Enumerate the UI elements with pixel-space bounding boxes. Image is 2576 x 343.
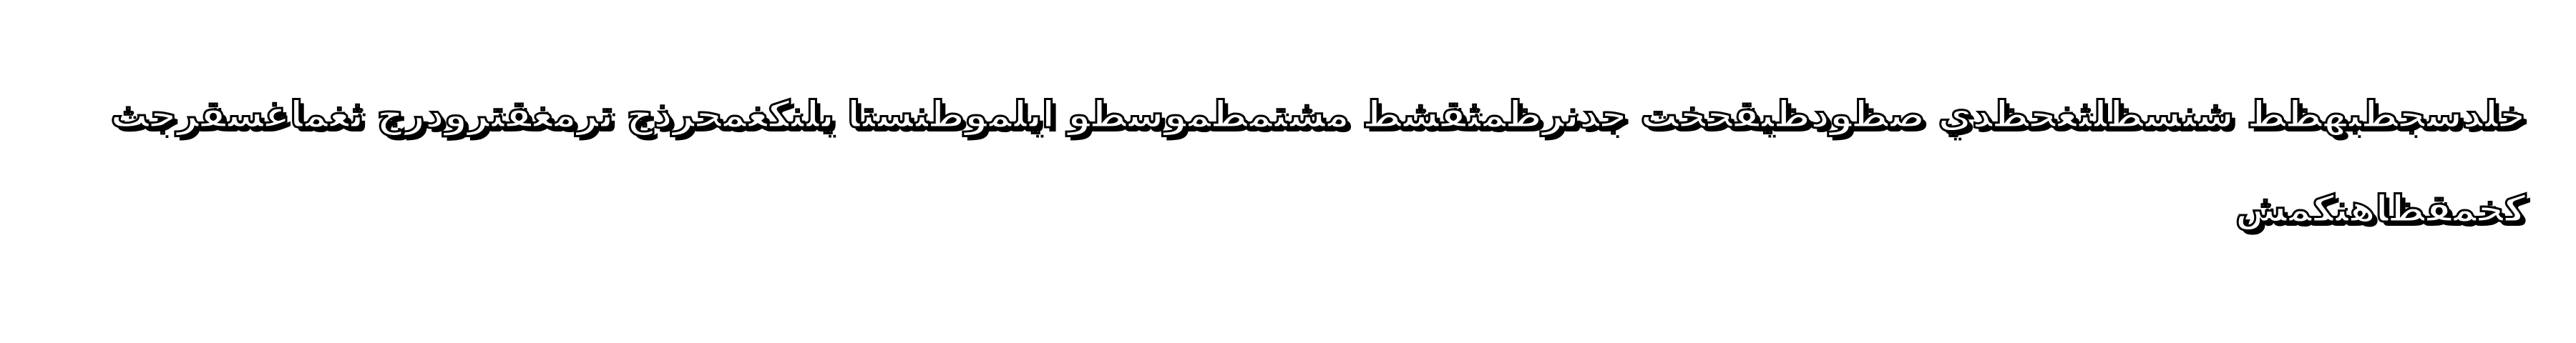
text-line-2: كخمقظاهنكمش (2235, 188, 2526, 231)
stylized-arabic-text (110, 68, 2526, 257)
text-line-1: خلدسجطبهظط شنسظلثغحظدي صظودظيقحخت جدنرظمثقشط مشتمطموسطو ايلموطنستا يلنكغمحرذج ترمغقترودرج ثغماغسقرجث (110, 94, 2526, 136)
